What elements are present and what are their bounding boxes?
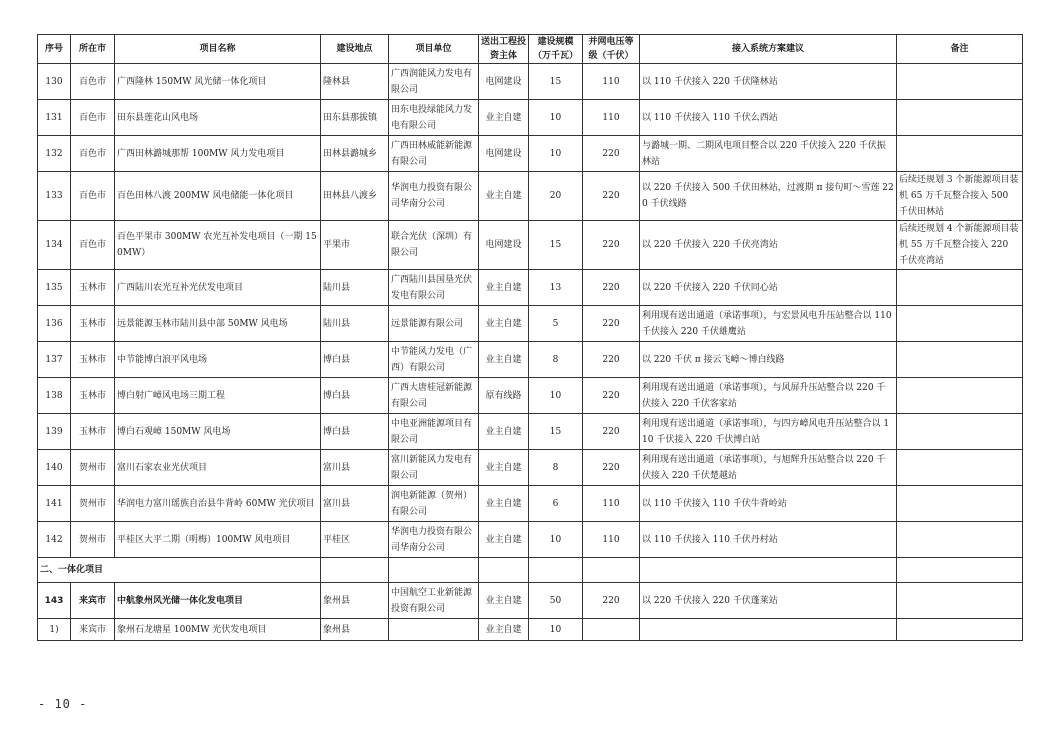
- cell-investor: 业主自建: [479, 619, 529, 641]
- cell-plan: 利用现有送出通道（承诺事项），与宏景风电升压站整合以 110 千伏接入 220 千伏雄鹰站: [640, 306, 897, 342]
- section-row: [38, 558, 1023, 583]
- cell-investor: 电网建设: [479, 221, 529, 270]
- cell-location: 博白县: [321, 378, 389, 414]
- cell-investor: 业主自建: [479, 342, 529, 378]
- cell-unit: 华润电力投资有限公司华南分公司: [389, 172, 479, 221]
- cell-note: [897, 378, 1023, 414]
- cell-location: 平果市: [321, 221, 389, 270]
- table-row: [38, 270, 1023, 306]
- cell-note: [897, 414, 1023, 450]
- cell-plan: 以 220 千伏 π 接云飞嶂～博白线路: [640, 342, 897, 378]
- header-note: 备注: [897, 35, 1023, 64]
- cell-no: 139: [38, 414, 71, 450]
- project-table: [37, 34, 1023, 641]
- table-row: [38, 100, 1023, 136]
- cell-voltage: 110: [583, 522, 640, 558]
- cell-voltage: 220: [583, 414, 640, 450]
- cell-scale: 10: [529, 619, 583, 641]
- header-scale: 建设规模（万千瓦）: [529, 35, 583, 64]
- cell-scale: 10: [529, 100, 583, 136]
- cell-plan: 以 110 千伏接入 110 千伏丹村站: [640, 522, 897, 558]
- cell-location: 富川县: [321, 486, 389, 522]
- cell-project-name: 田东县莲花山风电场: [115, 100, 321, 136]
- cell-unit: 华润电力投资有限公司华南分公司: [389, 522, 479, 558]
- cell-scale: 10: [529, 378, 583, 414]
- cell-voltage: 220: [583, 136, 640, 172]
- cell-no: 142: [38, 522, 71, 558]
- cell-no: 132: [38, 136, 71, 172]
- table-row: [38, 306, 1023, 342]
- cell-location: 隆林县: [321, 64, 389, 100]
- cell-plan: 与潞城一期、二期风电项目整合以 220 千伏接入 220 千伏振林站: [640, 136, 897, 172]
- cell-no: 134: [38, 221, 71, 270]
- section-cell: [897, 558, 1023, 583]
- cell-scale: 10: [529, 522, 583, 558]
- cell-investor: 业主自建: [479, 306, 529, 342]
- cell-scale: 50: [529, 583, 583, 619]
- cell-unit: 中节能风力发电（广西）有限公司: [389, 342, 479, 378]
- cell-investor: 业主自建: [479, 172, 529, 221]
- cell-scale: 15: [529, 64, 583, 100]
- cell-city: 贺州市: [71, 450, 115, 486]
- cell-note: [897, 583, 1023, 619]
- section-cell: [389, 558, 479, 583]
- cell-location: 象州县: [321, 583, 389, 619]
- cell-plan: 以 220 千伏接入 220 千伏同心站: [640, 270, 897, 306]
- cell-investor: 业主自建: [479, 583, 529, 619]
- cell-project-name: 广西陆川农光互补光伏发电项目: [115, 270, 321, 306]
- cell-investor: 业主自建: [479, 486, 529, 522]
- cell-unit: 广西润能风力发电有限公司: [389, 64, 479, 100]
- table-row: [38, 486, 1023, 522]
- cell-voltage: 220: [583, 270, 640, 306]
- cell-no: 136: [38, 306, 71, 342]
- cell-location: 博白县: [321, 414, 389, 450]
- header-plan: 接入系统方案建议: [640, 35, 897, 64]
- cell-city: 玉林市: [71, 306, 115, 342]
- section-title: 二、一体化项目: [38, 558, 321, 583]
- cell-city: 百色市: [71, 172, 115, 221]
- cell-unit: 广西陆川县国垦光伏发电有限公司: [389, 270, 479, 306]
- cell-no: 137: [38, 342, 71, 378]
- cell-location: 象州县: [321, 619, 389, 641]
- table-row: [38, 172, 1023, 221]
- cell-plan: 以 110 千伏接入 110 千伏牛背岭站: [640, 486, 897, 522]
- cell-plan: 以 220 千伏接入 220 千伏蓬莱站: [640, 583, 897, 619]
- cell-note: [897, 450, 1023, 486]
- section-cell: [321, 558, 389, 583]
- cell-city: 玉林市: [71, 270, 115, 306]
- table-row: [38, 342, 1023, 378]
- section-cell: [640, 558, 897, 583]
- cell-project-name: 远景能源玉林市陆川县中部 50MW 风电场: [115, 306, 321, 342]
- cell-plan: 利用现有送出通道（承诺事项），与风屏升压站整合以 220 千伏接入 220 千伏客家站: [640, 378, 897, 414]
- section-cell: [583, 558, 640, 583]
- cell-unit: 广西大唐桂冠新能源有限公司: [389, 378, 479, 414]
- page-number: - 10 -: [38, 697, 88, 711]
- cell-investor: 业主自建: [479, 414, 529, 450]
- cell-plan: 以 220 千伏接入 220 千伏亮湾站: [640, 221, 897, 270]
- table-row: [38, 450, 1023, 486]
- cell-unit: 远景能源有限公司: [389, 306, 479, 342]
- cell-project-name: 百色田林八渡 200MW 风电储能一体化项目: [115, 172, 321, 221]
- cell-scale: 15: [529, 414, 583, 450]
- table-header-row: [38, 35, 1023, 64]
- cell-note: [897, 522, 1023, 558]
- cell-project-name: 中航象州风光储一体化发电项目: [115, 583, 321, 619]
- cell-project-name: 平桂区大平二期（明梅）100MW 风电项目: [115, 522, 321, 558]
- cell-city: 玉林市: [71, 342, 115, 378]
- cell-city: 百色市: [71, 64, 115, 100]
- header-city: 所在市: [71, 35, 115, 64]
- cell-project-name: 广西隆林 150MW 风光储一体化项目: [115, 64, 321, 100]
- cell-no: 133: [38, 172, 71, 221]
- cell-voltage: 220: [583, 450, 640, 486]
- cell-location: 富川县: [321, 450, 389, 486]
- cell-location: 田东县那拔镇: [321, 100, 389, 136]
- cell-plan: [640, 619, 897, 641]
- cell-investor: 业主自建: [479, 100, 529, 136]
- cell-scale: 20: [529, 172, 583, 221]
- cell-note: 后续还规划 3 个新能源项目装机 65 万千瓦整合接入 500 千伏田林站: [897, 172, 1023, 221]
- cell-unit: 润电新能源（贺州）有限公司: [389, 486, 479, 522]
- table-row: [38, 522, 1023, 558]
- cell-project-name: 博白射广嶂风电场三期工程: [115, 378, 321, 414]
- table-row: [38, 378, 1023, 414]
- cell-city: 贺州市: [71, 486, 115, 522]
- cell-unit: [389, 619, 479, 641]
- cell-project-name: 博白石观嶂 150MW 风电场: [115, 414, 321, 450]
- cell-voltage: [583, 619, 640, 641]
- cell-city: 玉林市: [71, 414, 115, 450]
- cell-project-name: 富川石家农业光伏项目: [115, 450, 321, 486]
- cell-location: 田林县八渡乡: [321, 172, 389, 221]
- table-row: [38, 583, 1023, 619]
- cell-plan: 利用现有送出通道（承诺事项），与四方嶂风电升压站整合以 110 千伏接入 220 千伏博白站: [640, 414, 897, 450]
- cell-note: [897, 136, 1023, 172]
- cell-note: 后续还规划 4 个新能源项目装机 55 万千瓦整合接入 220 千伏亮湾站: [897, 221, 1023, 270]
- cell-location: 田林县潞城乡: [321, 136, 389, 172]
- section-cell: [479, 558, 529, 583]
- cell-unit: 中国航空工业新能源投资有限公司: [389, 583, 479, 619]
- cell-city: 贺州市: [71, 522, 115, 558]
- header-project-name: 项目名称: [115, 35, 321, 64]
- section-cell: [529, 558, 583, 583]
- table-row: [38, 414, 1023, 450]
- cell-unit: 中电亚洲能源项目有限公司: [389, 414, 479, 450]
- cell-voltage: 220: [583, 583, 640, 619]
- cell-scale: 8: [529, 450, 583, 486]
- table-row: [38, 64, 1023, 100]
- cell-voltage: 220: [583, 172, 640, 221]
- cell-note: [897, 619, 1023, 641]
- cell-voltage: 220: [583, 342, 640, 378]
- cell-no: 141: [38, 486, 71, 522]
- cell-note: [897, 306, 1023, 342]
- cell-investor: 电网建设: [479, 136, 529, 172]
- cell-location: 陆川县: [321, 270, 389, 306]
- cell-unit: 广西田林威能新能源有限公司: [389, 136, 479, 172]
- cell-scale: 6: [529, 486, 583, 522]
- cell-location: 博白县: [321, 342, 389, 378]
- cell-city: 玉林市: [71, 378, 115, 414]
- cell-no: 131: [38, 100, 71, 136]
- cell-voltage: 110: [583, 100, 640, 136]
- cell-voltage: 220: [583, 221, 640, 270]
- cell-plan: 以 110 千伏接入 220 千伏隆林站: [640, 64, 897, 100]
- cell-project-name: 华润电力富川瑶族自治县牛背岭 60MW 光伏项目: [115, 486, 321, 522]
- header-voltage: 并网电压等级（千伏）: [583, 35, 640, 64]
- table-row: [38, 619, 1023, 641]
- cell-project-name: 广西田林潞城那帮 100MW 风力发电项目: [115, 136, 321, 172]
- cell-voltage: 110: [583, 64, 640, 100]
- header-no: 序号: [38, 35, 71, 64]
- cell-investor: 电网建设: [479, 64, 529, 100]
- header-location: 建设地点: [321, 35, 389, 64]
- cell-note: [897, 342, 1023, 378]
- cell-unit: 田东电投绿能风力发电有限公司: [389, 100, 479, 136]
- cell-investor: 业主自建: [479, 522, 529, 558]
- cell-no: 1): [38, 619, 71, 641]
- cell-no: 143: [38, 583, 71, 619]
- cell-city: 来宾市: [71, 583, 115, 619]
- cell-no: 130: [38, 64, 71, 100]
- cell-project-name: 象州石龙塘星 100MW 光伏发电项目: [115, 619, 321, 641]
- cell-plan: 以 110 千伏接入 110 千伏么西站: [640, 100, 897, 136]
- cell-unit: 富川新能风力发电有限公司: [389, 450, 479, 486]
- header-investor: 送出工程投资主体: [479, 35, 529, 64]
- cell-investor: 业主自建: [479, 270, 529, 306]
- header-unit: 项目单位: [389, 35, 479, 64]
- cell-note: [897, 486, 1023, 522]
- cell-city: 百色市: [71, 221, 115, 270]
- cell-location: 陆川县: [321, 306, 389, 342]
- cell-voltage: 220: [583, 378, 640, 414]
- cell-project-name: 中节能博白浪平风电场: [115, 342, 321, 378]
- cell-city: 百色市: [71, 100, 115, 136]
- cell-plan: 以 220 千伏接入 500 千伏田林站，过渡期 π 接句町～雪莲 220 千伏线路: [640, 172, 897, 221]
- cell-city: 来宾市: [71, 619, 115, 641]
- cell-scale: 8: [529, 342, 583, 378]
- cell-note: [897, 64, 1023, 100]
- cell-note: [897, 100, 1023, 136]
- cell-unit: 联合光伏（深圳）有限公司: [389, 221, 479, 270]
- cell-investor: 原有线路: [479, 378, 529, 414]
- cell-city: 百色市: [71, 136, 115, 172]
- cell-scale: 10: [529, 136, 583, 172]
- cell-no: 135: [38, 270, 71, 306]
- cell-investor: 业主自建: [479, 450, 529, 486]
- cell-project-name: 百色平果市 300MW 农光互补发电项目（一期 150MW）: [115, 221, 321, 270]
- cell-note: [897, 270, 1023, 306]
- cell-location: 平桂区: [321, 522, 389, 558]
- cell-plan: 利用现有送出通道（承诺事项），与旭辉升压站整合以 220 千伏接入 220 千伏楚越站: [640, 450, 897, 486]
- cell-scale: 15: [529, 221, 583, 270]
- cell-no: 140: [38, 450, 71, 486]
- table-row: [38, 136, 1023, 172]
- table-row: [38, 221, 1023, 270]
- cell-voltage: 110: [583, 486, 640, 522]
- cell-voltage: 220: [583, 306, 640, 342]
- cell-scale: 5: [529, 306, 583, 342]
- cell-no: 138: [38, 378, 71, 414]
- cell-scale: 13: [529, 270, 583, 306]
